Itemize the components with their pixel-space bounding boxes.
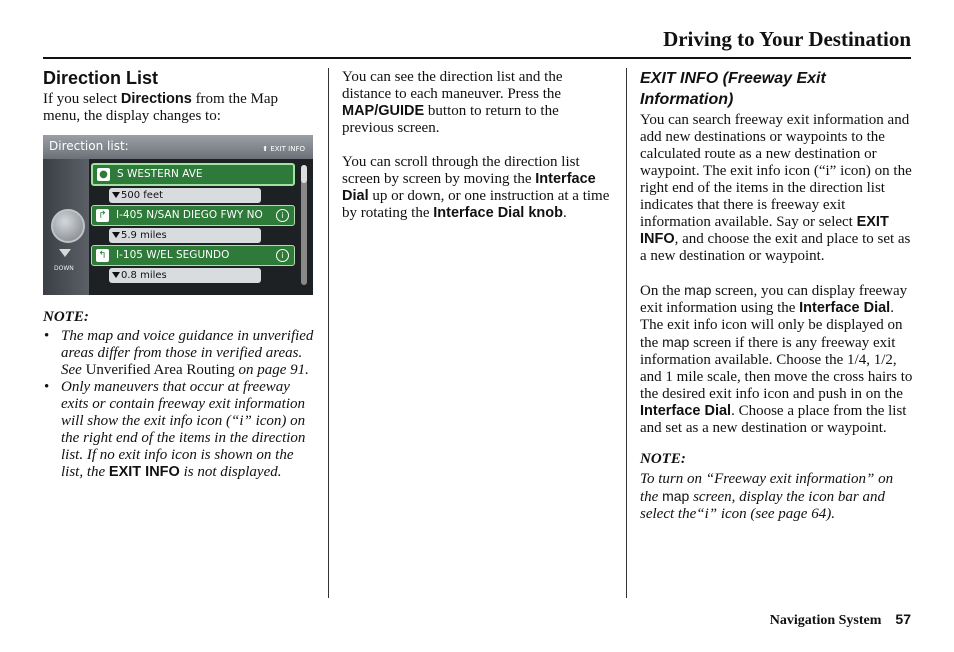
text: . The exit info icon will only be displayed on the [640, 300, 903, 351]
list-item-distance [109, 188, 261, 203]
exit-info-icon: i [276, 249, 289, 262]
note-bullet-1 [43, 328, 318, 379]
list-item [91, 163, 295, 186]
paragraph-1 [342, 69, 614, 137]
text: . [562, 205, 567, 221]
text: You can scroll through the direction list screen by screen by moving the [342, 154, 580, 187]
page-title: Driving to Your Destination [663, 27, 911, 51]
text: screen if there is any freeway exit information available. Choose the 1/4, 1/2, and 1 mile scale, then move the cross hairs to the desired exit info icon and push in on the [640, 335, 913, 402]
paragraph-1 [640, 112, 915, 265]
term-interface-dial: Interface Dial [640, 403, 732, 419]
text: is not displayed. [179, 464, 282, 480]
distance-label: 5.9 miles [121, 230, 167, 241]
text: up or down, or one instruction at a time by rotating the [342, 188, 610, 221]
list-item-distance [109, 228, 261, 243]
note-list [43, 328, 318, 481]
list-item [91, 245, 295, 266]
footer-section: Navigation System [769, 613, 882, 628]
screen-direction-list [91, 163, 295, 285]
text: If you select [43, 91, 121, 107]
screen-scrollbar [301, 165, 307, 285]
column-1 [43, 68, 318, 481]
text: You can search freeway exit information and add new destinations or waypoints to the calculated route as a new destination or waypoint. The exit info icon (“i” icon) on the right end of the items in the direction list indicates that there is freeway exit information available. Say or select [640, 112, 912, 230]
link-unverified-area-routing: Unverified Area Routing [85, 362, 235, 378]
term-map: map [662, 488, 690, 504]
note-text [640, 471, 915, 523]
down-arrow-icon [112, 272, 120, 278]
column-3 [640, 68, 915, 523]
note-heading: NOTE: [43, 309, 89, 325]
text: button to return to the previous screen. [342, 103, 559, 136]
screen-title: Direction list: [49, 139, 129, 153]
distance-label: 0.8 miles [121, 270, 167, 281]
text: The map and voice guidance in unverified areas differ from those in verified areas. See [61, 328, 314, 378]
term-map: map [662, 334, 690, 350]
list-item-distance [109, 268, 261, 283]
term-interface-dial-knob: Interface Dial knob [433, 205, 563, 221]
term-map: map [684, 282, 712, 298]
text: Only maneuvers that occur at freeway exits or contain freeway exit information will show the exit info icon (“i” icon) on the right end of the items in the direction list. If no exit info icon is shown on the list, the [61, 379, 306, 480]
direction-list-screenshot [43, 135, 313, 295]
screen-exit-info-label: ⬆ EXIT INFO [262, 145, 305, 153]
term-interface-dial: Interface Dial [342, 171, 596, 204]
text: from the Map menu, the display changes to: [43, 91, 279, 124]
column-divider [328, 68, 329, 598]
term-exit-info: EXIT INFO [640, 214, 889, 247]
column-2 [342, 69, 614, 222]
text: . Choose a place from the list and set as a new destination or waypoint. [640, 403, 907, 436]
list-item [91, 205, 295, 226]
page-number: 57 [895, 611, 911, 627]
paragraph-2 [342, 154, 614, 222]
term-exit-info: EXIT INFO [108, 464, 180, 480]
down-label: DOWN [54, 265, 74, 272]
down-arrow-icon [112, 232, 120, 238]
text: screen, display the icon bar and select the“i” icon (see page 64). [640, 489, 885, 522]
note-heading: NOTE: [640, 451, 686, 467]
dial-knob-icon [51, 209, 85, 243]
down-arrow-icon [112, 192, 120, 198]
turn-left-icon: ↰ [96, 249, 109, 262]
text: on page 91. [234, 362, 309, 378]
list-item-label: S WESTERN AVE [117, 168, 203, 180]
list-item-label: I-105 W/EL SEGUNDO [116, 249, 230, 261]
list-item-label: I-405 N/SAN DIEGO FWY NO [116, 209, 263, 221]
section-heading-exit-info: EXIT INFO (Freeway Exit Information) [640, 70, 826, 108]
term-map-guide: MAP/GUIDE [342, 103, 425, 119]
distance-label: 500 feet [121, 190, 164, 201]
term-interface-dial: Interface Dial [799, 300, 891, 316]
text: , and choose the exit and place to set as a new destination or waypoint. [640, 231, 911, 264]
exit-info-text: EXIT INFO [270, 145, 305, 153]
text: On the [640, 283, 685, 299]
text: To turn on “Freeway exit information” on the [640, 471, 894, 505]
column-divider [626, 68, 627, 598]
exit-info-icon: i [276, 209, 289, 222]
page-footer [770, 611, 911, 629]
down-arrow-icon [59, 249, 71, 257]
term-directions: Directions [120, 91, 192, 107]
intro-paragraph [43, 91, 318, 125]
note-bullet-2 [43, 379, 318, 481]
section-heading-direction-list: Direction List [43, 68, 159, 88]
text: screen, you can display freeway exit information using the [640, 283, 908, 316]
header-rule [43, 57, 911, 59]
turn-right-icon: ↱ [96, 209, 109, 222]
paragraph-2 [640, 282, 915, 437]
screen-side-panel [43, 159, 89, 295]
text: You can see the direction list and the distance to each maneuver. Press the [342, 69, 563, 102]
scrollbar-thumb [301, 165, 307, 183]
destination-icon: ● [97, 168, 110, 181]
